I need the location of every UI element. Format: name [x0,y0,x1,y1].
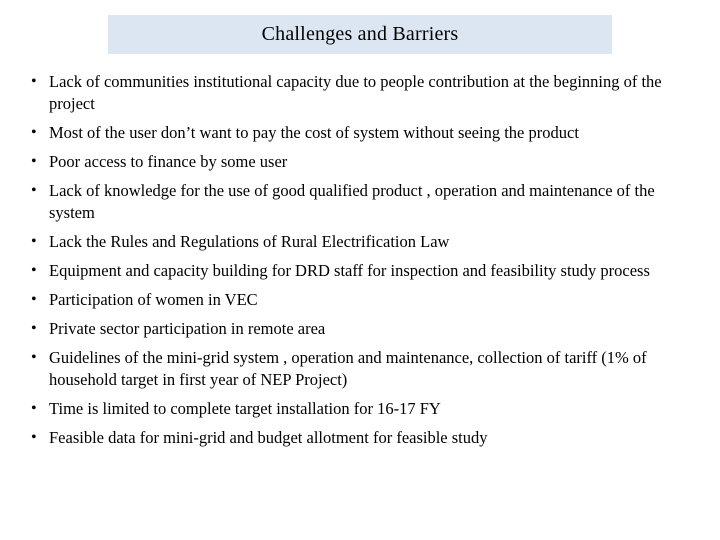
list-item [30,122,690,144]
list-item-text: Equipment and capacity building for DRD staff for inspection and feasibility study process [49,261,650,280]
list-item-text: Lack of knowledge for the use of good qualified product , operation and maintenance of the system [49,181,655,222]
title-banner [108,15,612,54]
list-item [30,151,690,173]
list-item [30,318,690,340]
list-item-text: Lack of communities institutional capacity due to people contribution at the beginning of the project [49,72,662,113]
bullet-icon: • [31,320,37,337]
bullet-icon: • [31,349,37,366]
bullet-icon: • [31,153,37,170]
bullet-icon: • [31,124,37,141]
list-item [30,398,690,420]
bullet-icon: • [31,291,37,308]
list-item [30,347,690,391]
list-item-text: Feasible data for mini-grid and budget allotment for feasible study [49,428,488,447]
list-item-text: Time is limited to complete target installation for 16-17 FY [49,399,441,418]
bullet-icon: • [31,182,37,199]
slide-title: Challenges and Barriers [261,23,459,45]
bullet-icon: • [31,73,37,90]
list-item-text: Poor access to finance by some user [49,152,288,171]
bullet-list [30,71,690,456]
list-item [30,427,690,449]
list-item-text: Guidelines of the mini-grid system , operation and maintenance, collection of tariff (1% of household target in first year of NEP Project) [49,348,647,389]
list-item-text: Private sector participation in remote area [49,319,326,338]
list-item-text: Lack the Rules and Regulations of Rural Electrification Law [49,232,450,251]
list-item [30,289,690,311]
list-item [30,71,690,115]
bullet-icon: • [31,262,37,279]
list-item [30,180,690,224]
list-item [30,260,690,282]
bullet-icon: • [31,400,37,417]
bullet-icon: • [31,429,37,446]
list-item-text: Most of the user don’t want to pay the cost of system without seeing the product [49,123,579,142]
list-item [30,231,690,253]
list-item-text: Participation of women in VEC [49,290,258,309]
bullet-icon: • [31,233,37,250]
